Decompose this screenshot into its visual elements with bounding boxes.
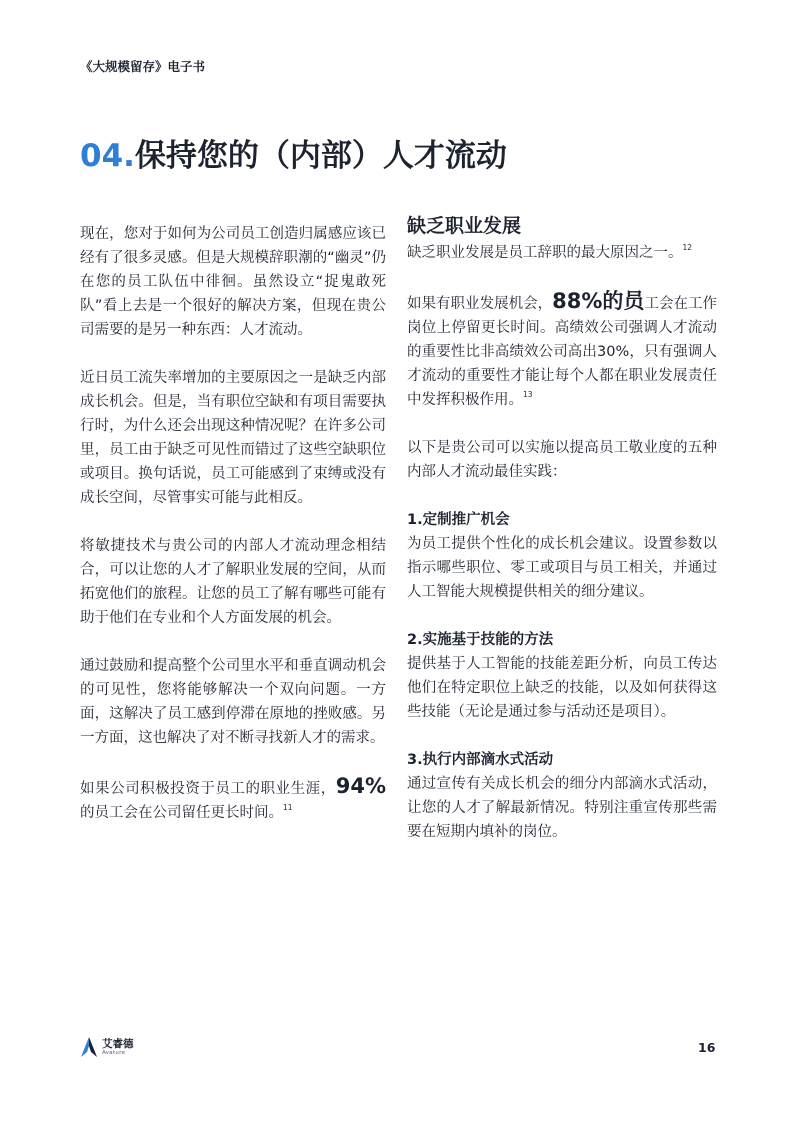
paragraph-text: 如果有职业发展机会， xyxy=(407,296,553,312)
footnote-ref: 12 xyxy=(682,243,693,252)
section-number: 04. xyxy=(80,138,135,174)
left-column xyxy=(80,222,386,849)
right-column xyxy=(407,213,717,868)
logo-mark-icon xyxy=(80,1036,98,1058)
paragraph: 以下是贵公司可以实施以提高员工敬业度的五种内部人才流动最佳实践： xyxy=(407,440,717,480)
logo-name: 艾睿德 xyxy=(102,1037,134,1050)
stat-highlight: 94% xyxy=(335,774,386,798)
stat-highlight: 88%的员 xyxy=(552,289,645,313)
company-logo xyxy=(80,1036,134,1058)
stat-paragraph xyxy=(407,289,717,412)
footnote-ref: 11 xyxy=(283,803,293,812)
practice-title: 2.实施基于技能的方法 xyxy=(407,632,554,648)
paragraph: 近日员工流失率增加的主要原因之一是缺乏内部成长机会。但是，当有职位空缺和有项目需要执行时，为什么还会出现这种情况呢？在许多公司里，员工由于缺乏可见性而错过了这些空缺职位或项目。换句话说，员工可能感到了束缚或没有成长空间，尽管事实可能与此相反。 xyxy=(80,370,386,506)
paragraph-text: 工会在工作岗位上停留更长时间。高绩效公司强调人才流动的重要性比非高绩效公司高出30%，只有强调人才流动的重要性才能让每个人都在职业发展责任中发挥积极作用。 xyxy=(407,296,718,408)
section-heading: 缺乏职业发展 xyxy=(407,215,522,237)
paragraph xyxy=(407,241,717,265)
practice-body: 通过宣传有关成长机会的细分内部滴水式活动，让您的人才了解最新情况。特别注重宣传那些需要在短期内填补的岗位。 xyxy=(407,776,717,840)
paragraph: 现在，您对于如何为公司员工创造归属感应该已经有了很多灵感。但是大规模辞职潮的“幽灵”仍在您的员工队伍中徘徊。虽然设立“捉鬼敢死队”看上去是一个很好的解决方案，但现在贵公司需要的是另一种东西：人才流动。 xyxy=(80,226,386,338)
running-header: 《大规模留存》电子书 xyxy=(80,59,206,74)
stat-paragraph xyxy=(80,774,386,825)
paragraph-text: 缺乏职业发展是员工辞职的最大原因之一。 xyxy=(407,245,683,261)
practice-body: 为员工提供个性化的成长机会建议。设置参数以指示哪些职位、零工或项目与员工相关，并通过人工智能大规模提供相关的细分建议。 xyxy=(407,536,717,600)
practice-body: 提供基于人工智能的技能差距分析，向员工传达他们在特定职位上缺乏的技能，以及如何获得这些技能（无论是通过参与活动还是项目）。 xyxy=(407,656,717,720)
page-number: 16 xyxy=(698,1040,716,1055)
practice-item xyxy=(407,508,717,604)
practice-item xyxy=(407,748,717,844)
footnote-ref: 13 xyxy=(523,390,533,399)
page-title xyxy=(80,130,507,175)
practice-item xyxy=(407,628,717,724)
logo-subtitle: Avature xyxy=(102,1049,126,1056)
section-title: 保持您的（内部）人才流动 xyxy=(134,138,507,174)
paragraph: 通过鼓励和提高整个公司里水平和垂直调动机会的可见性，您将能够解决一个双向问题。一方面，这解决了员工感到停滞在原地的挫败感。另一方面，这也解决了对不断寻找新人才的需求。 xyxy=(80,658,386,746)
paragraph: 将敏捷技术与贵公司的内部人才流动理念相结合，可以让您的人才了解职业发展的空间，从而拓宽他们的旅程。让您的员工了解有哪些可能有助于他们在专业和个人方面发展的机会。 xyxy=(80,538,386,626)
practice-title: 3.执行内部滴水式活动 xyxy=(407,752,554,768)
paragraph-text: 的员工会在公司留任更长时间。 xyxy=(80,805,283,821)
practice-title: 1.定制推广机会 xyxy=(407,512,510,528)
paragraph-text: 如果公司积极投资于员工的职业生涯， xyxy=(80,781,336,797)
